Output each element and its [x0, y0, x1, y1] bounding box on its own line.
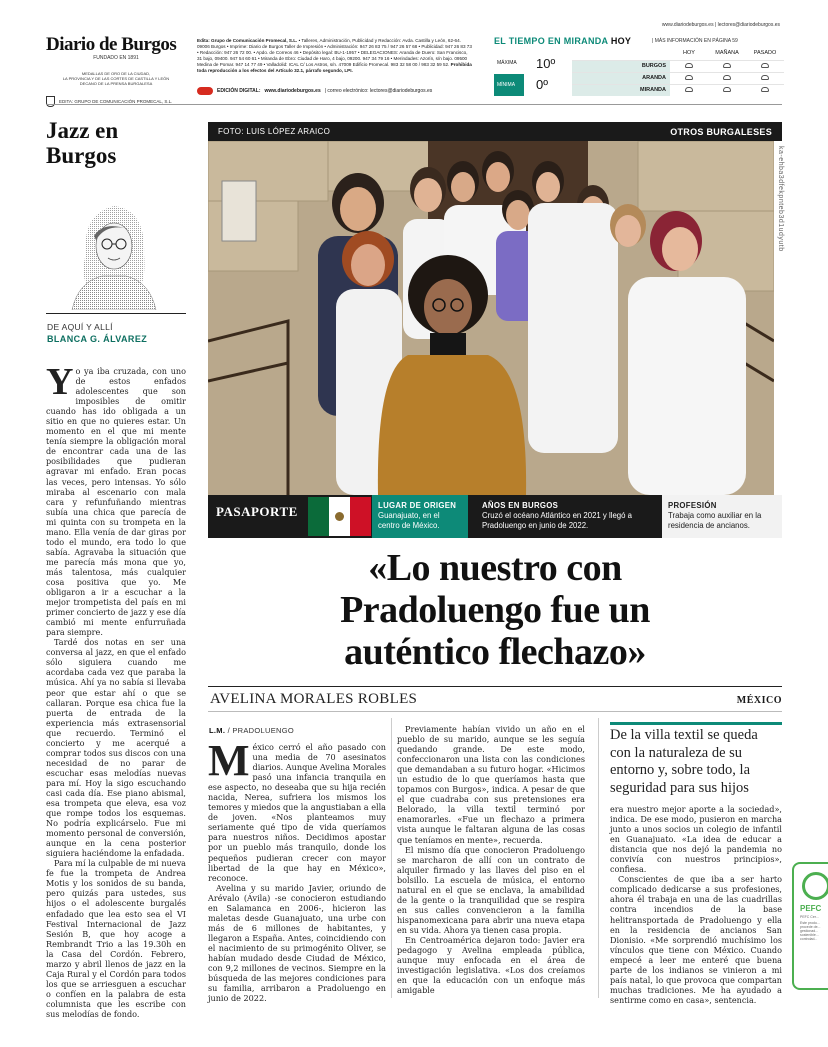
location-tag: MÉXICO	[736, 695, 782, 706]
weather-row-aranda: ARANDA	[572, 72, 784, 84]
headline: «Lo nuestro con Pradoluengo fue un auténtico flechazo»	[340, 547, 650, 673]
article-column-3: era nuestro mejor aporte a la sociedad», indica. De ese modo, pusieron en marcha junto a unos socios un colegio de infantil en Guanajuato. «La idea de educar a distancia que nos dejó la pandemia no convivía con nuestros principios», confiesa. Conscientes de que iba a ser harto complicado dedicarse a sus profesiones, ahora él trabaja en una de las cuadrillas contra incendios de la base helitransportada de Pradoluengo y ella en la residencia de ancianos San Dionisio. «Me sorprendió muchísimo los vínculos que tiene con México. Cuando empecé a leer me enteré que buena parte de los indianos se vinieron a mi país natal, lo que provoca que compartan muchas tradiciones. Me ha ayudado a sentirme como en casa», sentencia.	[610, 804, 782, 1005]
mexico-flag-icon	[308, 497, 371, 536]
pasaporte-title: PASAPORTE	[216, 504, 298, 519]
pefc-logo-icon	[802, 872, 828, 900]
pasaporte-bar	[208, 495, 782, 538]
min-temp-row: MÍNIMA 0º	[494, 74, 566, 96]
photo-section: OTROS BURGALESES	[670, 126, 772, 137]
weather-cities-table	[572, 50, 784, 96]
byline: AVELINA MORALES ROBLES	[210, 691, 418, 707]
coat-of-arms-icon	[46, 96, 55, 107]
max-temp-row: MÁXIMA 10º	[497, 55, 556, 71]
article-dropcap: M	[208, 736, 250, 785]
column-section: DE AQUÍ Y ALLÍ	[47, 322, 113, 332]
header-divider	[46, 104, 782, 105]
article-kicker: L.M. / PRADOLUENGO	[209, 726, 295, 735]
cloud-icon	[685, 75, 693, 80]
profesion-cell: PROFESIÓN Trabaja como auxiliar en la residencia de ancianos.	[662, 495, 782, 538]
pefc-badge: PEFC PEFC Cer... Este produ... procede de... gestionad... sostenible... controlad...	[792, 862, 828, 990]
column-separator	[598, 718, 599, 998]
article-column-1: México cerró el año pasado con una media de 70 asesinatos diarios. Aunque Avelina Morales pasó una infancia tranquila en ese aspecto, no deseaba que su hija recién nacida, Nerea, sufriera los mismos los temores y miedos que la angustiaban a ella de joven. «Nos planteamos muy seriamente qué tipo de vida queríamos para nuestros niños. Decidimos apostar por un pueblo más tranquilo, donde los pequeños pudieran crecer con mayor libertad de la que hay en México», reconoce. Avelina y su marido Javier, oriundo de Arévalo (Ávila) -se conocieron estudiando en Salamanca en 2006-, hicieron las maletas desde Guanajuato, una urbe con más de 6 millones de habitantes, y llegaron a España. Antes, coincidiendo con el nacimiento de su primogénito Oliver, se habían mudado desde Ciudad de México, con 9,2 millones de vecinos. Siempre en la búsqueda de las mejores condiciones para su familia, arribaron a Pradoluengo en junio de 2022.	[208, 736, 386, 1004]
sun-cloud-icon	[685, 87, 693, 92]
byline-divider	[208, 686, 782, 687]
article-column-2: Previamente habían vivido un año en el pueblo de su marido, aunque se les seguía quedando grande. De este modo, confeccionaron una lista con las condiciones que demandaban a su futuro hogar. «Hicimos un estudio de lo que queríamos hasta que topamos con Burgos», indica. A pesar de que el que cuadraba con sus pretensiones era Belorado, la villa textil terminó por enamorarles. «Fue un flechazo a primera vista aunque le faltaran alguna de las cosas que teníamos en mente», recuerda. El mismo día que conocieron Pradoluengo se marcharon de allí con un contrato de alquiler firmado y las llaves del piso en el bolsillo. La escuela de música, el entorno natural en el que se enclava, la amabilidad de la gente o la tranquilidad que se respira en sus calles convencieron a la familia hispanomexicana para abrir una nueva etapa en su vida. Ahora ya tienen casa propia. En Centroamérica dejaron todo: Javier era pedagogo y Avelina empleada pública, aunque muy enfocada en el área de investigación legislativa. «Los dos creíamos en que la educación con un enfoque más amigable	[397, 724, 585, 996]
digital-edition: EDICIÓN DIGITAL: www.diariodeburgos.es | correo electrónico: lectores@diariodeburgos.es	[197, 87, 432, 95]
publisher-line: EDITA: GRUPO DE COMUNICACIÓN PROMECAL, S.L.	[46, 96, 186, 107]
sun-cloud-icon	[723, 87, 731, 92]
max-temp-value: 10º	[536, 55, 556, 71]
weather-row-burgos: BURGOS	[572, 60, 784, 72]
vertical-code: ka-ehba3dfekpnteb3d1udyutb	[777, 146, 784, 252]
columnist-portrait	[64, 196, 162, 310]
rain-cloud-icon	[723, 75, 731, 80]
weather-title: EL TIEMPO EN MIRANDA HOY	[494, 36, 632, 46]
digital-url-link[interactable]: www.diariodeburgos.es	[264, 88, 321, 94]
digital-logo-icon	[197, 87, 213, 95]
imprint-text: Edita: Grupo de Comunicación Promecal, S.L. • Talleres, Administración, Publicidad y Redacción: Avda. Castilla y León, 62-64. 09006 Burgos • Imprime: Diario de Burgos Taller de Impresión • Administración: 947 26 83 75 / 947 26 57 68 • Publicidad: 947 26 83 73 • Redacción: 947 26 72 00. • Apdo. de Correos 46 • Depósito legal: BU-1-1957 • DELEGACIONES: Aranda de Duero: San Francisco, 31 bajo, 09400. 947 54 60 61 • Miranda de Ebro: Ciudad de Haro, 4 bajo, 09200. 947 34 79 16 • Merindades: Azorín, s/n bajo. 09500 Medina de Pomar. 947 14 77 49 • Valladolid: ICAL C/ Los Astros, s/n. 47009 Edificio Promecal. 983 32 58 00 / 983 32 59 52. Prohibida toda reproducción a los efectos del Artículo 32.1, párrafo segundo, LPI.	[197, 38, 472, 74]
newspaper-logo: Diario de Burgos	[46, 34, 177, 55]
sun-cloud-icon	[761, 87, 769, 92]
anos-cell: AÑOS EN BURGOS Cruzó el océano Atlántico en 2021 y llegó a Pradoluengo en junio de 2022.	[482, 501, 632, 530]
column-author: BLANCA G. ÁLVAREZ	[47, 334, 148, 344]
weather-row-miranda: MIRANDA	[572, 84, 784, 96]
top-links[interactable]: www.diariodeburgos.es | lectores@diariodeburgos.es	[661, 22, 780, 28]
column-separator	[391, 718, 392, 998]
min-temp-value: 0º	[524, 74, 566, 96]
rain-cloud-icon	[761, 63, 769, 68]
column-dropcap: Y	[46, 361, 74, 403]
temperature-box	[494, 52, 566, 96]
medals-lines: MEDALLAS DE ORO DE LA CIUDAD, LA PROVINCIA Y DE LAS CORTES DE CASTILLA Y LEÓN DECANO DE LA PRENSA BURGALESA	[62, 71, 170, 86]
founded-line: FUNDADO EN 1891	[93, 55, 139, 61]
photo-credit: FOTO: LUIS LÓPEZ ARAICO	[218, 127, 331, 136]
pull-quote: De la villa textil se queda con la naturaleza de su entorno y, sobre todo, la seguridad para sus hijos	[610, 722, 782, 797]
column-body: Yo ya iba cruzada, con uno de estos enfados adolescentes que son imposibles de omitir cuando has ido obligada a un sitio en que no quieres estar. Un momento en el que mi mente tenía siempre la obligación moral de encontrar cada una de las posibilidades que pudieran agravar mi enfado. Eran pocas las veces, pero intensas. Yo sólo miraba al escenario con mala cara y refunfuñando mientras subía una chica que parecía de mi quinta con su trompeta en la mano. Ella venía de dar giras por todo el mundo, era todo lo que sabía. Agravaba la situación que me parecía más mona que yo, más talentosa, más cualquier cosa positiva que yo. Me obligaron a ir a escuchar a la mejor trompetista del país en mi primer concierto de jazz y ese día cambió mi mente enfurruñada para siempre. Tardé dos notas en ser una conversa al jazz, en que el enfado sólo siguiera cuando me acordaba cada vez que paraba la música. Ahí ya no sabía si llevaba peor que estar ahí o que se callaran. Porque esa chica fue la puerta de entrada de la experiencia más extrasensorial que recuerdo. Terminó el concierto y me acerqué a comprar todos sus discos con una necesidad de no parar de escuchar esas melodías nuevas para mí. Hoy la sigo escuchando casi cada día. Ese piano abismal, esa trompeta que eleva, esa voz que rompe todos los esquemas. No podría explicárselo. Fue mi momento personal de conversión, aunque en la cena posterior siguiera haciéndome la enfadada. Para mí la culpable de mi nueva fe fue la trompeta de Andrea Motis y los sonidos de su banda, pero quizás para ustedes, sus hijos o el adolescente burgalés enfadado que lea esto sea el VI Festival Internacional de Jazz Sesión B, que hoy acoge a Rembrandt Trio a las 19.30h en la Casa del Cordón. Febrero, marzo y abril llenos de jazz en la Caja Rural y el Cordón para todos los que se arriesguen a escuchar o confíen en la palabra de esta columnista que les escribe con sus melodías de fondo.	[46, 361, 186, 1019]
rain-cloud-icon	[723, 63, 731, 68]
cloud-icon	[685, 63, 693, 68]
masthead	[46, 34, 186, 107]
group-photo	[208, 141, 774, 495]
column-divider	[46, 313, 186, 314]
digital-email[interactable]: | correo electrónico: lectores@diariodeburgos.es	[324, 88, 433, 94]
weather-columns: HOY MAÑANA PASADO	[683, 50, 777, 56]
photo-bar	[208, 122, 782, 141]
origen-cell: LUGAR DE ORIGEN Guanajuato, en el centro de México.	[372, 495, 468, 538]
column-title: Jazz en Burgos	[46, 118, 119, 168]
weather-more-info: | MÁS INFORMACIÓN EN PÁGINA 59	[652, 38, 738, 44]
weather-box	[494, 36, 784, 93]
rain-cloud-icon	[761, 75, 769, 80]
byline-divider-bottom	[208, 711, 782, 712]
